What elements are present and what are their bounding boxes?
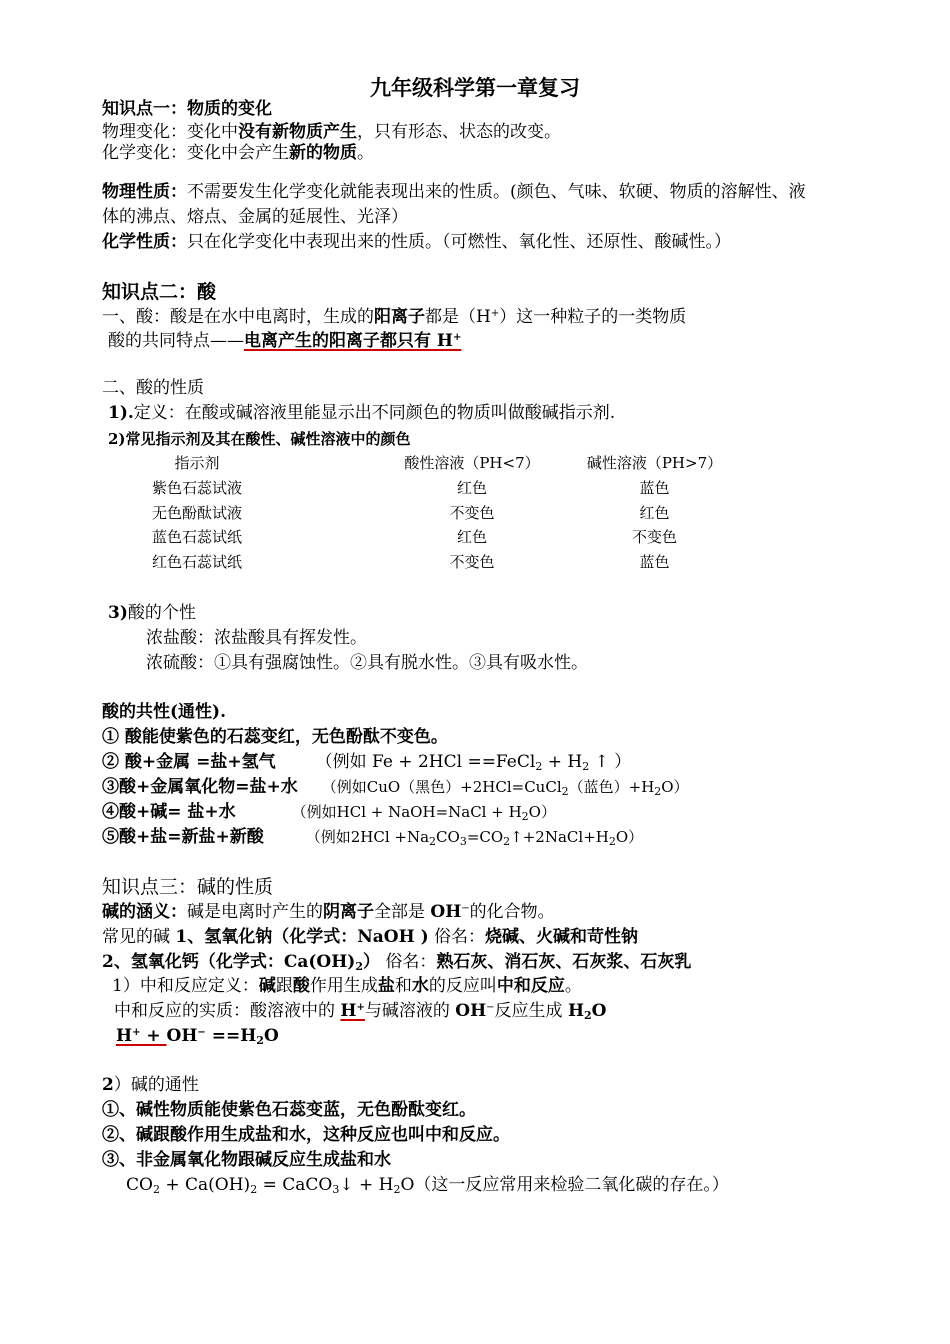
base-general-1: ①、碱性物质能使紫色石蕊变蓝，无色酚酞变红。 bbox=[102, 1100, 476, 1120]
physical-property-line-1: 物理性质：不需要发生化学变化就能表现出来的性质。(颜色、气味、软硬、物质的溶解性、液 bbox=[102, 182, 806, 202]
physical-change-line: 物理变化：变化中没有新物质产生，只有形态、状态的改变。 bbox=[102, 122, 561, 142]
acid-common-feature: 酸的共同特点——电离产生的阳离子都只有 H+ bbox=[108, 331, 462, 351]
table-header-cell: 碱性溶液（PH>7） bbox=[586, 454, 723, 472]
table-row bbox=[102, 477, 842, 501]
common-base-1: 常见的碱 1、氢氧化钠（化学式：NaOH ) 俗名：烧碱、火碱和苛性钠 bbox=[102, 927, 639, 947]
section-1-heading: 知识点一：物质的变化 bbox=[102, 99, 272, 119]
table-cell: 红色 bbox=[639, 504, 670, 522]
acid-definition: 一、酸：酸是在水中电离时，生成的阳离子都是（H+）这一种粒子的一类物质 bbox=[102, 307, 687, 327]
table-cell: 无色酚酞试液 bbox=[151, 504, 242, 522]
base-definition: 碱的涵义：碱是电离时产生的阴离子全部是 OH−的化合物。 bbox=[102, 902, 555, 922]
co2-test-equation: $CO_2 + Ca(OH)_2$ = CaCO$_3$↓ + $H_2O$（这一反应常用来检验二氧化碳的存在。） bbox=[126, 1175, 729, 1196]
chemical-property-line: 化学性质：只在化学变化中表现出来的性质。（可燃性、氧化性、还原性、酸碱性。） bbox=[102, 232, 731, 252]
table-cell: 不变色 bbox=[449, 504, 495, 522]
base-general-heading: 2）碱的通性 bbox=[102, 1075, 199, 1095]
neutralization-equation: $H^+ + OH^- ==H_2O$ bbox=[116, 1026, 279, 1047]
table-cell: 红色石蕊试纸 bbox=[151, 553, 242, 571]
table-row bbox=[102, 526, 842, 550]
physical-property-line-2: 体的沸点、熔点、金属的延展性、光泽） bbox=[102, 207, 408, 227]
acid-individuality-heading: 3)酸的个性 bbox=[108, 603, 196, 623]
table-cell: 不变色 bbox=[631, 528, 677, 546]
acid-general-4: ④酸+碱= 盐+水 （例如HCl + NaOH=NaCl + $H_2O$） bbox=[102, 802, 556, 823]
section-3-heading: 知识点三：碱的性质 bbox=[102, 876, 274, 898]
table-row bbox=[102, 502, 842, 526]
common-base-2: 2、氢氧化钙（化学式：$Ca(OH)_2$） 俗名：熟石灰、消石灰、石灰浆、石灰乳 bbox=[102, 952, 692, 973]
table-cell: 红色 bbox=[456, 528, 487, 546]
chemical-change-line: 化学变化：变化中会产生新的物质。 bbox=[102, 143, 374, 163]
table-header-row bbox=[102, 452, 842, 476]
neutralization-essence: 中和反应的实质：酸溶液中的 H+与碱溶液的 OH−反应生成 $H_2O$ bbox=[114, 1001, 607, 1022]
acid-general-1: ① 酸能使紫色的石蕊变红，无色酚酞不变色。 bbox=[102, 727, 448, 747]
base-general-3: ③、非金属氧化物跟碱反应生成盐和水 bbox=[102, 1150, 391, 1170]
table-header-cell: 指示剂 bbox=[174, 454, 220, 472]
acid-general-5: ⑤酸+盐=新盐+新酸 （例如$2HCl +Na_2CO_3=CO_2↑+2NaCl+H_2O$） bbox=[102, 827, 644, 848]
indicator-table-caption: 2)常见指示剂及其在酸性、碱性溶液中的颜色 bbox=[108, 430, 411, 448]
table-row bbox=[102, 551, 842, 575]
table-cell: 蓝色石蕊试纸 bbox=[151, 528, 242, 546]
table-cell: 蓝色 bbox=[639, 553, 670, 571]
base-general-2: ②、碱跟酸作用生成盐和水，这种反应也叫中和反应。 bbox=[102, 1125, 510, 1145]
indicator-definition: 1).定义：在酸或碱溶液里能显示出不同颜色的物质叫做酸碱指示剂. bbox=[108, 403, 616, 423]
table-cell: 蓝色 bbox=[639, 479, 670, 497]
hcl-property: 浓盐酸：浓盐酸具有挥发性。 bbox=[146, 628, 367, 648]
table-header-cell: 酸性溶液（PH<7） bbox=[404, 454, 540, 472]
h2so4-property: 浓硫酸：①具有强腐蚀性。②具有脱水性。③具有吸水性。 bbox=[146, 653, 588, 673]
table-cell: 紫色石蕊试液 bbox=[151, 479, 242, 497]
acid-general-2: ② 酸+金属 =盐+氢气 （例如 Fe + 2HCl ==FeCl$_2$ + $H_2$ ↑ ） bbox=[102, 752, 632, 773]
acid-general-3: ③酸+金属氧化物=盐+水 （例如CuO（黑色）+2HCl=CuCl$_2$（蓝色）$+H_2O$） bbox=[102, 777, 689, 798]
acid-properties-heading: 二、酸的性质 bbox=[102, 378, 204, 398]
section-2-heading: 知识点二：酸 bbox=[102, 281, 217, 303]
table-cell: 红色 bbox=[456, 479, 487, 497]
page-title: 九年级科学第一章复习 bbox=[370, 75, 580, 100]
table-cell: 不变色 bbox=[449, 553, 495, 571]
acid-general-heading: 酸的共性(通性). bbox=[102, 702, 227, 722]
neutralization-definition: 1）中和反应定义：碱跟酸作用生成盐和水的反应叫中和反应。 bbox=[112, 976, 582, 996]
